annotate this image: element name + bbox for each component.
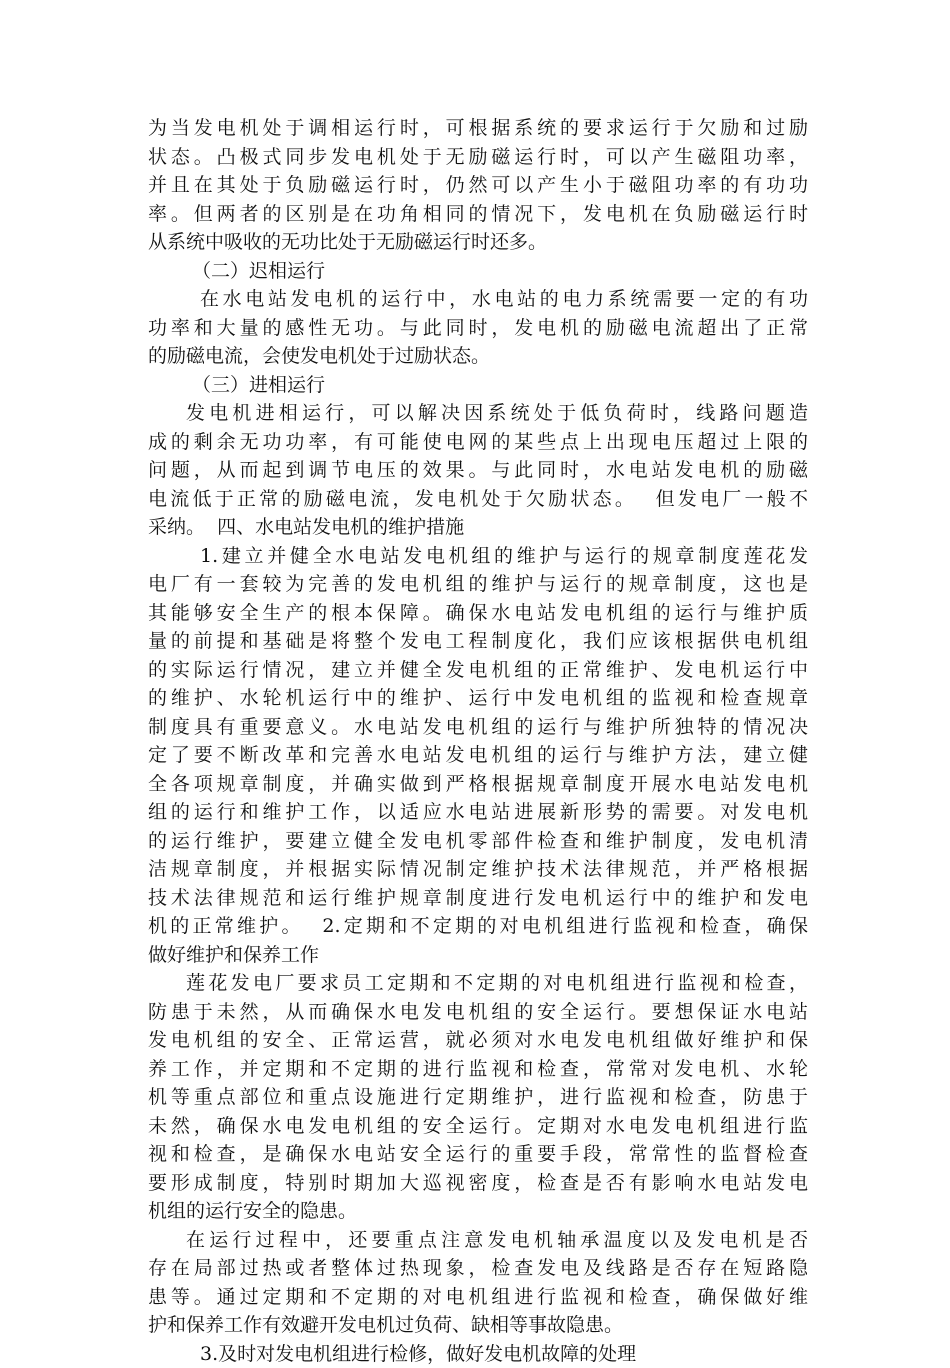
text-line: 发电机组的安全、正常运营，就必须对水电发电机组做好维护和保	[148, 1026, 808, 1055]
text-line: 1.建立并健全水电站发电机组的维护与运行的规章制度莲花发	[148, 542, 808, 571]
text-line: 为当发电机处于调相运行时，可根据系统的要求运行于欠励和过励	[148, 114, 808, 143]
text-line: 护和保养工作有效避开发电机过负荷、缺相等事故隐患。	[148, 1311, 808, 1340]
text-line: 机组的运行安全的隐患。	[148, 1197, 808, 1226]
text-line: 功率和大量的感性无功。与此同时，发电机的励磁电流超出了正常	[148, 314, 808, 343]
text-line: （三）进相运行	[148, 371, 808, 400]
text-line: 视和检查，是确保水电站安全运行的重要手段，常常性的监督检查	[148, 1140, 808, 1169]
text-line: 防患于未然，从而确保水电发电机组的安全运行。要想保证水电站	[148, 998, 808, 1027]
text-line: 存在局部过热或者整体过热现象，检查发电及线路是否存在短路隐	[148, 1254, 808, 1283]
text-line: 状态。凸极式同步发电机处于无励磁运行时，可以产生磁阻功率，	[148, 143, 808, 172]
text-line: 组的运行和维护工作，以适应水电站进展新形势的需要。对发电机	[148, 798, 808, 827]
text-line: 的励磁电流，会使发电机处于过励状态。	[148, 342, 808, 371]
text-line: 其能够安全生产的根本保障。确保水电站发电机组的运行与维护质	[148, 599, 808, 628]
text-line: 在运行过程中，还要重点注意发电机轴承温度以及发电机是否	[148, 1226, 808, 1255]
text-line: 未然，确保水电发电机组的安全运行。定期对水电发电机组进行监	[148, 1112, 808, 1141]
text-line: 电厂有一套较为完善的发电机组的维护与运行的规章制度，这也是	[148, 570, 808, 599]
text-line: 量的前提和基础是将整个发电工程制度化，我们应该根据供电机组	[148, 627, 808, 656]
text-line: 电流低于正常的励磁电流，发电机处于欠励状态。 但发电厂一般不	[148, 485, 808, 514]
text-line: （二）迟相运行	[148, 257, 808, 286]
text-line: 采纳。 四、水电站发电机的维护措施	[148, 513, 808, 542]
text-line: 在水电站发电机的运行中，水电站的电力系统需要一定的有功	[148, 285, 808, 314]
text-line: 养工作，并定期和不定期的进行监视和检查，常常对发电机、水轮	[148, 1055, 808, 1084]
text-line: 的实际运行情况，建立并健全发电机组的正常维护、发电机运行中	[148, 656, 808, 685]
text-line: 机等重点部位和重点设施进行定期维护，进行监视和检查，防患于	[148, 1083, 808, 1112]
text-line: 机的正常维护。 2.定期和不定期的对电机组进行监视和检查，确保	[148, 912, 808, 941]
document-body	[148, 114, 808, 1368]
text-line: 做好维护和保养工作	[148, 941, 808, 970]
text-line: 从系统中吸收的无功比处于无励磁运行时还多。	[148, 228, 808, 257]
text-line: 制度具有重要意义。水电站发电机组的运行与维护所独特的情况决	[148, 713, 808, 742]
text-line: 要形成制度，特别时期加大巡视密度，检查是否有影响水电站发电	[148, 1169, 808, 1198]
text-line: 的维护、水轮机运行中的维护、运行中发电机组的监视和检查规章	[148, 684, 808, 713]
text-line: 洁规章制度，并根据实际情况制定维护技术法律规范，并严格根据	[148, 855, 808, 884]
text-line: 定了要不断改革和完善水电站发电机组的运行与维护方法，建立健	[148, 741, 808, 770]
text-line: 并且在其处于负励磁运行时，仍然可以产生小于磁阻功率的有功功	[148, 171, 808, 200]
text-line: 率。但两者的区别是在功角相同的情况下，发电机在负励磁运行时	[148, 200, 808, 229]
text-line: 问题，从而起到调节电压的效果。与此同时，水电站发电机的励磁	[148, 456, 808, 485]
text-line: 莲花发电厂要求员工定期和不定期的对电机组进行监视和检查，	[148, 969, 808, 998]
text-line: 患等。通过定期和不定期的对电机组进行监视和检查，确保做好维	[148, 1283, 808, 1312]
text-line: 技术法律规范和运行维护规章制度进行发电机运行中的维护和发电	[148, 884, 808, 913]
text-line: 3.及时对发电机组进行检修，做好发电机故障的处理	[148, 1340, 808, 1368]
text-line: 发电机进相运行，可以解决因系统处于低负荷时，线路问题造	[148, 399, 808, 428]
text-line: 全各项规章制度，并确实做到严格根据规章制度开展水电站发电机	[148, 770, 808, 799]
text-line: 成的剩余无功功率，有可能使电网的某些点上出现电压超过上限的	[148, 428, 808, 457]
text-line: 的运行维护，要建立健全发电机零部件检查和维护制度，发电机清	[148, 827, 808, 856]
